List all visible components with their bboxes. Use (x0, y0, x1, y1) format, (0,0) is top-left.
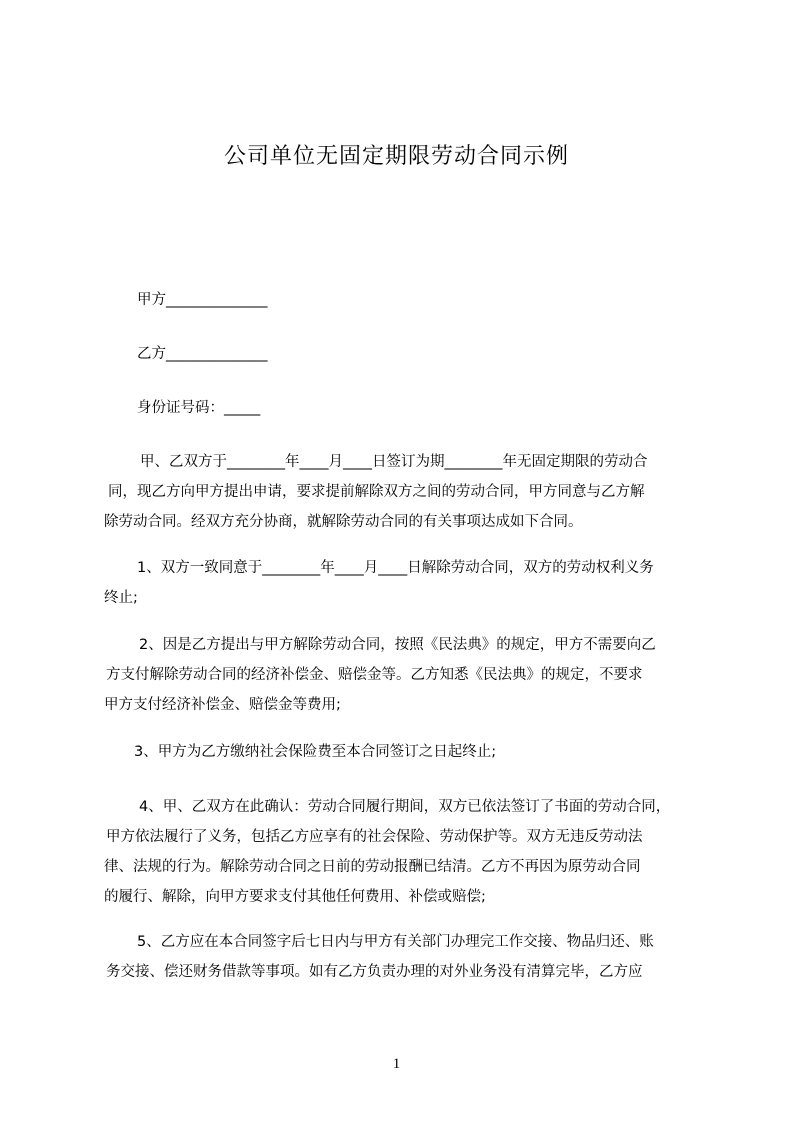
document-title: 公司单位无固定期限劳动合同示例 (223, 144, 569, 169)
id-number-field: 身份证号码：_____ (137, 400, 261, 416)
paragraph-line: 同，现乙方向甲方提出申请，要求提前解除双方之间的劳动合同，甲方同意与乙方解 (108, 484, 645, 500)
paragraph-line: 务交接、偿还财务借款等事项。如有乙方负责办理的对外业务没有清算完毕，乙方应 (106, 964, 643, 980)
paragraph-1 (0, 447, 648, 537)
paragraph-line: 律、法规的行为。解除劳动合同之日前的劳动报酬已结清。乙方不再因为原劳动合同 (104, 859, 641, 875)
paragraph-3 (0, 630, 656, 720)
party-a-field: 甲方______________ (137, 292, 268, 308)
paragraph-4 (0, 737, 496, 767)
paragraph-5 (0, 792, 670, 912)
paragraph-line: 终止; (104, 590, 138, 606)
paragraph-line: 3、甲方为乙方缴纳社会保险费至本合同签订之日起终止; (134, 744, 497, 760)
paragraph-line: 除劳动合同。经双方充分协商，就解除劳动合同的有关事项达成如下合同。 (104, 514, 583, 530)
paragraph-line: 4、甲、乙双方在此确认：劳动合同履行期间，双方已依法签订了书面的劳动合同， (139, 799, 671, 815)
paragraph-line: 5、乙方应在本合同签字后七日内与甲方有关部门办理完工作交接、物品归还、账 (137, 934, 654, 950)
paragraph-line: 方支付解除劳动合同的经济补偿金、赔偿金等。乙方知悉《民法典》的规定，不要求 (106, 667, 643, 683)
paragraph-line: 甲方支付经济补偿金、赔偿金等费用; (104, 697, 341, 713)
page-number: 1 (392, 1056, 401, 1072)
paragraph-line: 1、双方一致同意于________年____月____日解除劳动合同，双方的劳动权利义务 (137, 560, 654, 576)
paragraph-line: 2、因是乙方提出与甲方解除劳动合同，按照《民法典》的规定，甲方不需要向乙 (139, 637, 656, 653)
paragraph-line: 甲、乙双方于________年____月____日签订为期________年无固定期限的劳动合 (140, 454, 648, 470)
party-b-field: 乙方______________ (137, 346, 268, 362)
paragraph-line: 甲方依法履行了义务，包括乙方应享有的社会保险、劳动保护等。双方无违反劳动法 (106, 829, 643, 845)
paragraph-line: 的履行、解除，向甲方要求支付其他任何费用、补偿或赔偿; (104, 889, 486, 905)
paragraph-6 (0, 927, 654, 987)
paragraph-2 (0, 553, 654, 613)
